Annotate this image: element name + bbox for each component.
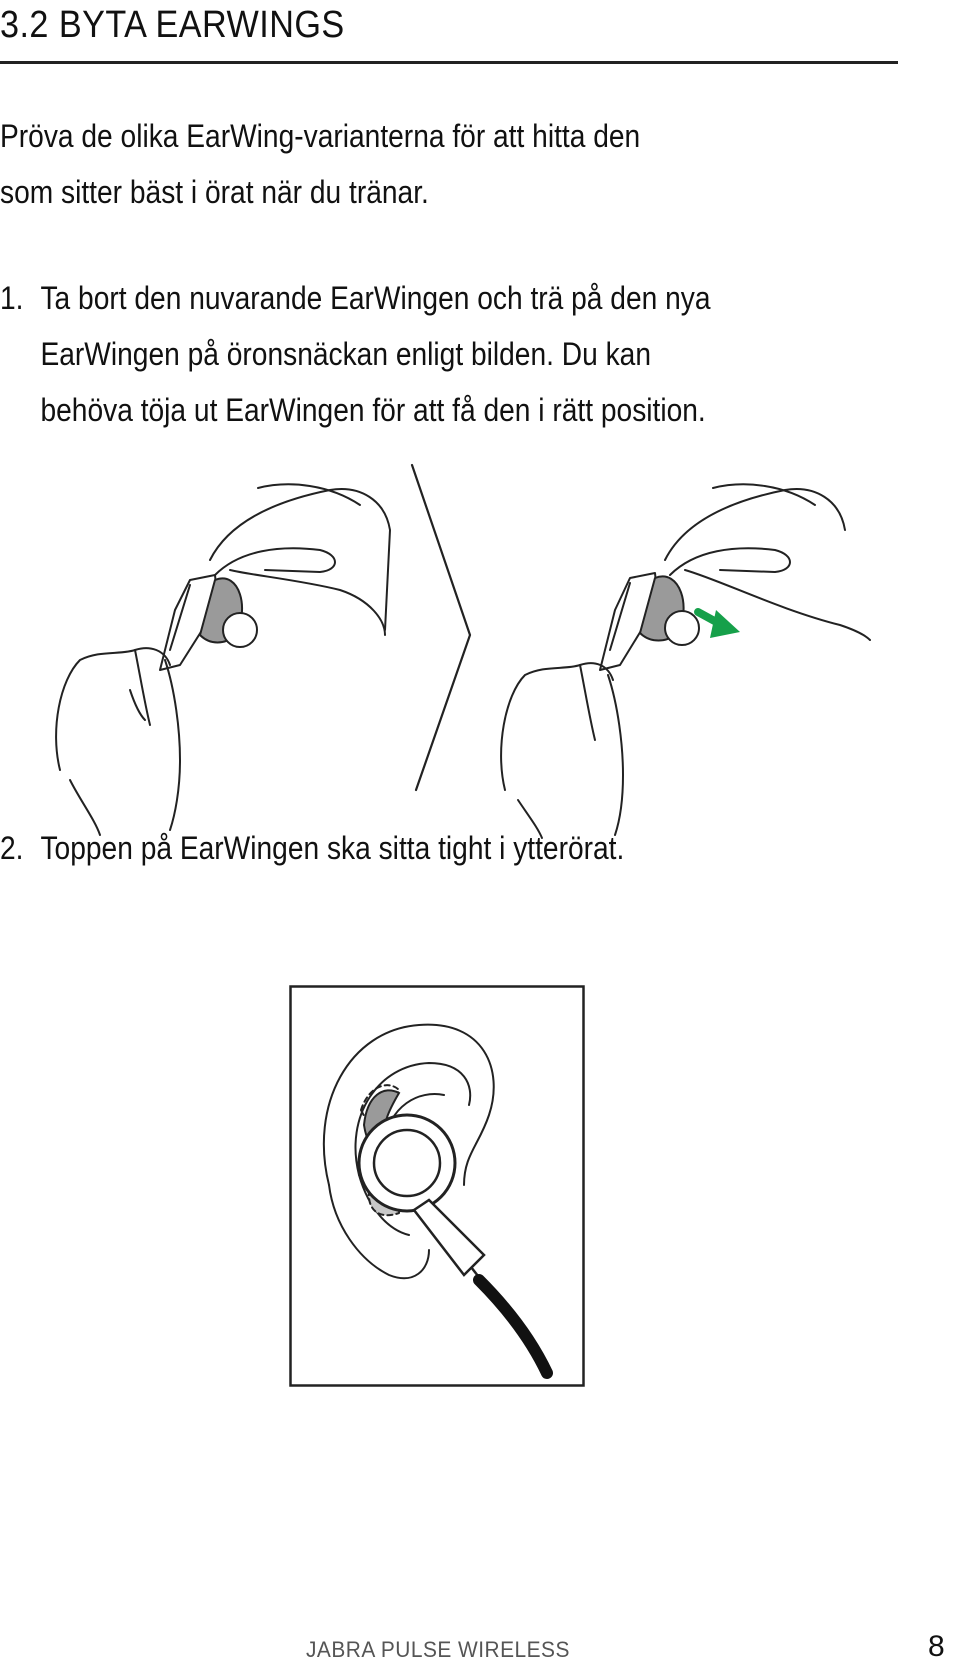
page-number: 8: [928, 1630, 945, 1663]
pull-direction-arrow-icon: [698, 610, 740, 638]
step-text: behöva töja ut EarWingen för att få den i rätt position.: [40, 392, 706, 428]
step-text: Toppen på EarWingen ska sitta tight i ytterörat.: [40, 830, 625, 866]
earwing-replace-illustration: [40, 460, 900, 840]
step-text: Ta bort den nuvarande EarWingen och trä på den nya: [40, 280, 711, 316]
earbud-in-ear-illustration: [289, 985, 585, 1387]
step-number: 2.: [0, 830, 24, 866]
intro-line: som sitter bäst i örat när du tränar.: [0, 174, 429, 210]
intro-line: Pröva de olika EarWing-varianterna för att hitta den: [0, 118, 641, 154]
step-2: [0, 820, 624, 876]
step-separator-chevron: [412, 465, 470, 790]
intro-paragraph: [0, 108, 792, 220]
section-heading: 3.2 BYTA EARWINGS: [0, 4, 345, 46]
step-text: EarWingen på öronsnäckan enligt bilden. Du kan: [40, 336, 651, 372]
heading-rule: [0, 61, 898, 64]
footer-brand: JABRA PULSE WIRELESS: [306, 1637, 570, 1662]
step-number: 1.: [0, 280, 24, 316]
step-1: [0, 270, 711, 438]
lower-hand-outline: [56, 648, 170, 770]
eartip-shape: [223, 613, 257, 647]
